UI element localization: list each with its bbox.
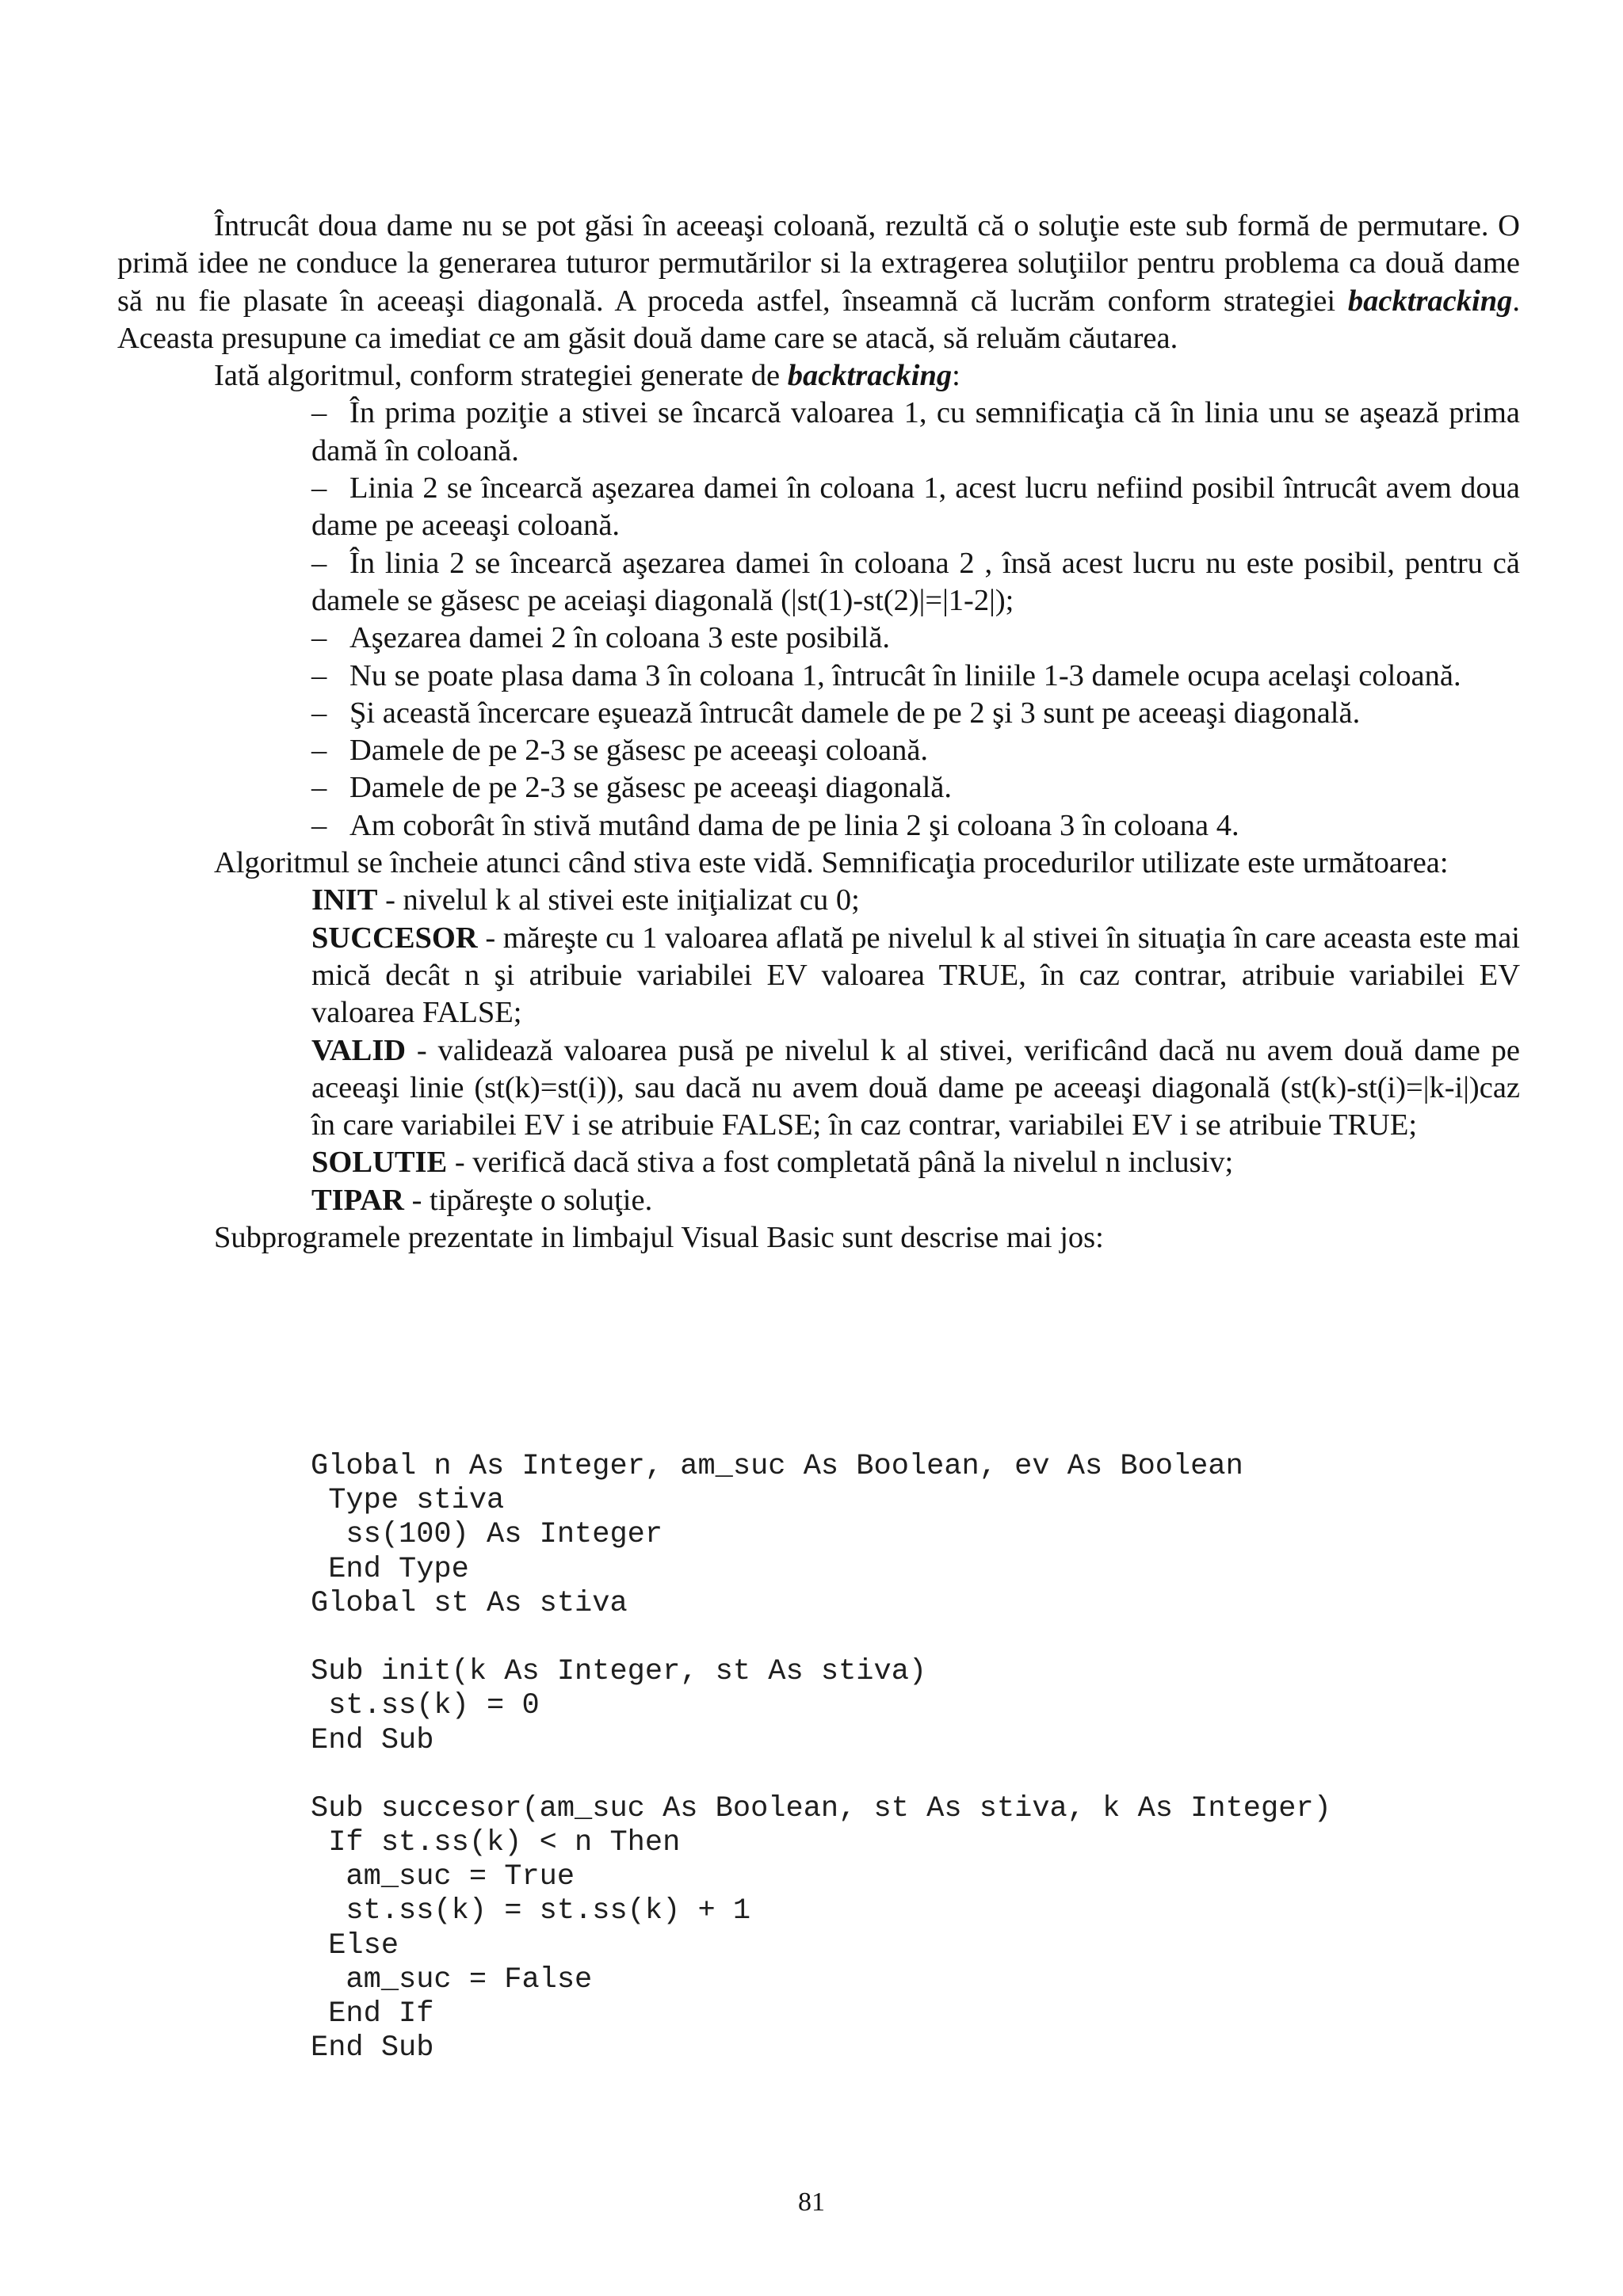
code-line: am_suc = True bbox=[311, 1860, 575, 1894]
definition-term: SUCCESOR bbox=[311, 921, 478, 955]
definition-item bbox=[311, 1032, 1520, 1145]
body-text bbox=[117, 208, 1520, 1257]
code-line bbox=[311, 1758, 1331, 1792]
dash-marker: – bbox=[311, 808, 327, 842]
dash-marker: – bbox=[311, 471, 327, 505]
code-line: ss(100) As Integer bbox=[311, 1518, 663, 1552]
step-text: Damele de pe 2-3 se găsesc pe aceeaşi coloană. bbox=[349, 734, 929, 768]
intro-text: Întrucât doua dame nu se pot găsi în aceeaşi coloană, rezultă că o soluţie este sub formă de permutare. O primă idee ne conduce la generarea tuturor permutărilor si la extragerea soluţiilor pentru problema ca două dame să nu fie plasate în aceeaşi diagonală. A proceda astfel, înseamnă că lucrăm conform strategiei bbox=[117, 209, 1520, 318]
definition-item bbox=[311, 920, 1520, 1032]
definition-term: INIT bbox=[311, 883, 378, 917]
code-line: End Sub bbox=[311, 2031, 434, 2065]
algorithm-heading-colon: : bbox=[952, 359, 960, 393]
definition-item bbox=[311, 1182, 1520, 1219]
dash-marker: – bbox=[311, 771, 327, 805]
definition-term: TIPAR bbox=[311, 1183, 404, 1217]
backtracking-term: backtracking bbox=[1347, 284, 1513, 318]
definition-desc: - validează valoarea pusă pe nivelul k al stivei, verificând dacă nu avem două dame pe aceeaşi linie (st(k)=st(i)), sau dacă nu avem două dame pe aceeaşi diagonală (st(k)-st(i)=|k-i|)caz în care variabilei EV i se atribuie FALSE; în caz contrar, variabilei EV i se atribuie TRUE; bbox=[311, 1033, 1520, 1142]
algorithm-steps-list bbox=[117, 395, 1520, 845]
code-line bbox=[311, 1621, 1331, 1655]
step-item bbox=[311, 545, 1520, 620]
code-line: Global n As Integer, am_suc As Boolean, ev As Boolean bbox=[311, 1450, 1243, 1483]
step-text: Aşezarea damei 2 în coloana 3 este posibilă. bbox=[349, 621, 891, 655]
step-item bbox=[311, 732, 1520, 769]
intro-text-tail: . Aceasta presupune ca imediat ce am găsit două dame care se atacă, să reluăm căutarea. bbox=[117, 284, 1520, 355]
intro-paragraph bbox=[117, 208, 1520, 357]
code-line: st.ss(k) = st.ss(k) + 1 bbox=[311, 1894, 751, 1928]
code-line: End Type bbox=[311, 1552, 469, 1586]
code-line: Sub init(k As Integer, st As stiva) bbox=[311, 1655, 927, 1689]
procedure-definitions bbox=[117, 882, 1520, 1219]
backtracking-term: backtracking bbox=[787, 359, 953, 393]
dash-marker: – bbox=[311, 546, 327, 580]
step-item bbox=[311, 769, 1520, 807]
dash-marker: – bbox=[311, 696, 327, 730]
algorithm-heading bbox=[117, 357, 1520, 395]
step-item bbox=[311, 620, 1520, 657]
step-text: Nu se poate plasa dama 3 în coloana 1, întrucât în liniile 1-3 damele ocupa acelaşi coloană. bbox=[349, 658, 1461, 692]
page-number: 81 bbox=[798, 2187, 825, 2217]
code-line: Sub succesor(am_suc As Boolean, st As stiva, k As Integer) bbox=[311, 1791, 1331, 1825]
definition-desc: - tipăreşte o soluţie. bbox=[403, 1183, 653, 1217]
dash-marker: – bbox=[311, 621, 327, 655]
dash-marker: – bbox=[311, 734, 327, 768]
definition-desc: - nivelul k al stivei este iniţializat cu 0; bbox=[377, 883, 860, 917]
step-item bbox=[311, 470, 1520, 545]
definition-term: SOLUTIE bbox=[311, 1146, 448, 1180]
step-text: Damele de pe 2-3 se găsesc pe aceeaşi diagonală. bbox=[349, 771, 952, 805]
code-line: am_suc = False bbox=[311, 1962, 593, 1997]
step-text: Şi această încercare eşuează întrucât damele de pe 2 şi 3 sunt pe aceeaşi diagonală. bbox=[349, 696, 1361, 730]
summary-paragraph: Algoritmul se încheie atunci când stiva este vidă. Semnificaţia procedurilor utilizate este următoarea: bbox=[214, 846, 1449, 880]
code-listing bbox=[311, 1450, 1331, 2065]
definition-desc: - verifică dacă stiva a fost completată până la nivelul n inclusiv; bbox=[447, 1146, 1234, 1180]
definition-desc: - măreşte cu 1 valoarea aflată pe nivelul k al stivei în situaţia în care aceasta este mai mică decât n şi atribuie variabilei EV valoarea TRUE, în caz contrar, atribuie variabilei EV valoarea FALSE; bbox=[311, 921, 1520, 1030]
algorithm-heading-text: Iată algoritmul, conform strategiei generate de bbox=[214, 359, 788, 393]
code-intro: Subprogramele prezentate in limbajul Visual Basic sunt descrise mai jos: bbox=[214, 1221, 1104, 1255]
code-line: If st.ss(k) < n Then bbox=[311, 1826, 681, 1860]
definition-item bbox=[311, 882, 1520, 919]
dash-marker: – bbox=[311, 658, 327, 692]
step-text: Linia 2 se încearcă aşezarea damei în coloana 1, acest lucru nefiind posibil întrucât avem doua dame pe aceeaşi coloană. bbox=[311, 471, 1520, 543]
step-item bbox=[311, 807, 1520, 845]
step-item bbox=[311, 695, 1520, 732]
code-line: Type stiva bbox=[311, 1484, 505, 1518]
step-text: În linia 2 se încearcă aşezarea damei în coloana 2 , însă acest lucru nu este posibil, pentru că damele se găsesc pe aceiaşi diagonală (|st(1)-st(2)|=|1-2|); bbox=[311, 546, 1520, 617]
definition-term: VALID bbox=[311, 1033, 407, 1067]
definition-item bbox=[311, 1144, 1520, 1181]
step-item bbox=[311, 658, 1520, 695]
step-text: Am coborât în stivă mutând dama de pe linia 2 şi coloana 3 în coloana 4. bbox=[349, 808, 1239, 842]
step-text: În prima poziţie a stivei se încarcă valoarea 1, cu semnificaţia că în linia unu se aşează prima damă în coloană. bbox=[311, 396, 1520, 467]
dash-marker: – bbox=[311, 396, 327, 430]
code-line: End Sub bbox=[311, 1723, 434, 1757]
code-line: Else bbox=[311, 1928, 399, 1962]
step-item bbox=[311, 395, 1520, 470]
code-line: End If bbox=[311, 1997, 434, 2031]
code-line: st.ss(k) = 0 bbox=[311, 1689, 540, 1723]
code-line: Global st As stiva bbox=[311, 1586, 628, 1620]
